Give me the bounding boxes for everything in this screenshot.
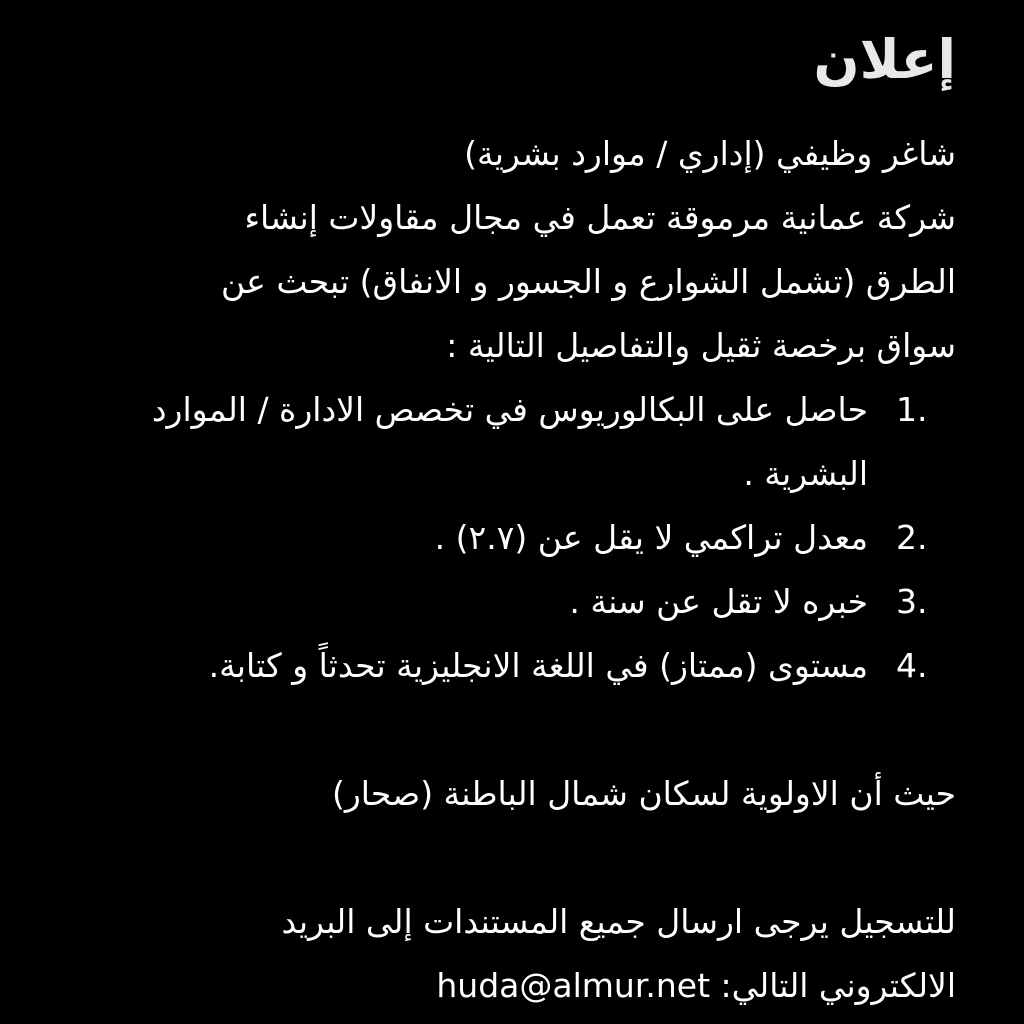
list-item <box>60 506 956 570</box>
email-prefix-label: الالكتروني التالي: <box>720 966 956 1005</box>
list-item-text: مستوى (ممتاز) في اللغة الانجليزية تحدثاً و كتابة. <box>208 646 868 685</box>
requirements-list <box>60 378 956 698</box>
company-description-line-1: شركة عمانية مرموقة تعمل في مجال مقاولات إنشاء <box>244 198 956 237</box>
list-item-number: 4. <box>896 646 928 685</box>
contact-email-link[interactable]: huda@almur.net <box>436 966 711 1005</box>
intro-paragraph <box>60 122 956 378</box>
list-item-text: حاصل على البكالوريوس في تخصص الادارة / الموارد البشرية . <box>151 390 868 493</box>
application-line-1: للتسجيل يرجى ارسال جميع المستندات إلى البريد <box>281 902 956 941</box>
list-item-number: 2. <box>896 518 928 557</box>
application-line-2 <box>282 954 957 1018</box>
list-item <box>60 570 956 634</box>
list-item-text: معدل تراكمي لا يقل عن (٢.٧) . <box>434 518 868 557</box>
list-item-number: 1. <box>896 390 928 429</box>
application-instructions <box>282 890 957 1018</box>
company-description-line-3: سواق برخصة ثقيل والتفاصيل التالية : <box>446 326 956 365</box>
company-description-line-2: الطرق (تشمل الشوارع و الجسور و الانفاق) تبحث عن <box>221 262 956 301</box>
list-item-text: خبره لا تقل عن سنة . <box>569 582 868 621</box>
job-vacancy-line: شاغر وظيفي (إداري / موارد بشرية) <box>464 134 956 173</box>
list-item <box>60 634 956 698</box>
list-item-number: 3. <box>896 582 928 621</box>
announcement-title: إعلان <box>813 28 956 91</box>
priority-note: حيث أن الاولوية لسكان شمال الباطنة (صحار) <box>332 774 956 813</box>
list-item <box>60 378 956 506</box>
